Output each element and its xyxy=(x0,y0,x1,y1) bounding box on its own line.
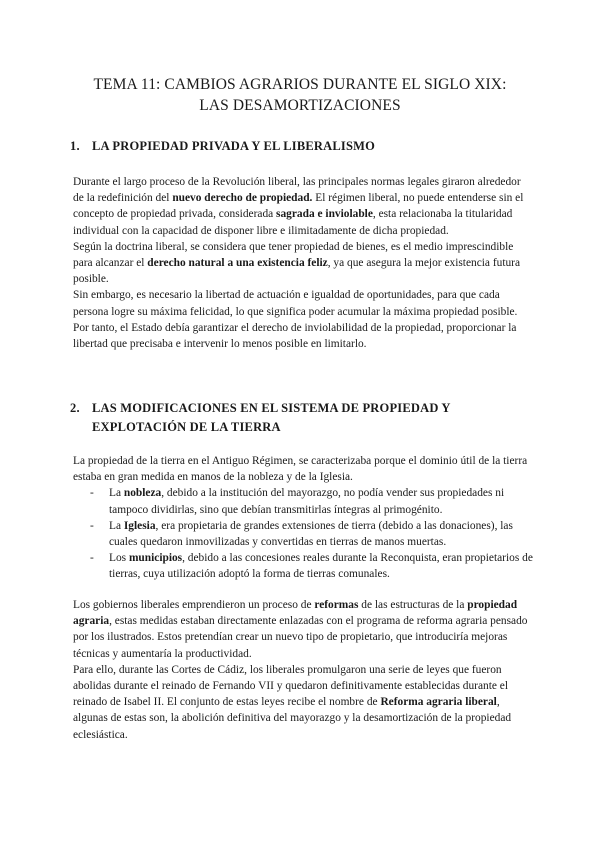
bold-term: reformas xyxy=(314,599,359,611)
section-1-title: LA PROPIEDAD PRIVADA Y EL LIBERALISMO xyxy=(92,139,376,153)
bold-term: Reforma agraria liberal xyxy=(380,696,497,709)
paragraph-antiguo-regimen: La propiedad de la tierra en el Antiguo Régimen, se caracterizaba porque el dominio útil de la tierra estaba en gran medida en manos de la nobleza y de la Iglesia. xyxy=(73,455,528,484)
text-run: de las estructuras de la xyxy=(358,599,468,611)
paragraph-cadiz xyxy=(73,662,533,743)
section-1-heading xyxy=(70,137,522,156)
list-item xyxy=(73,518,533,550)
paragraph-propiedad xyxy=(73,174,533,239)
document-title-line-2: LAS DESAMORTIZACIONES xyxy=(199,97,401,114)
bullet-dash: - xyxy=(90,487,94,500)
text-run: Según la doctrina liberal, se considera que tener propiedad de bienes, es el medio imprescindible para alcanzar el xyxy=(73,240,514,270)
text-run: , debido a la institución del mayorazgo, no podía vender sus propiedades ni tampoco dividirlas, sino que debían transmitirlas íntegras al primogénito. xyxy=(109,487,505,516)
section-2-heading xyxy=(70,399,522,437)
bullet-dash: - xyxy=(90,552,94,565)
paragraph-doctrina xyxy=(73,239,533,288)
text-run: La xyxy=(109,487,124,500)
list-item xyxy=(73,485,533,517)
section-2-title-line-2: EXPLOTACIÓN DE LA TIERRA xyxy=(92,420,281,434)
text-run: , era propietaria de grandes extensiones de tierra (debido a las donaciones), las cuales quedaron inmovilizadas y convertidas en tierras de manos muertas. xyxy=(109,519,513,549)
bold-term: derecho natural a una existencia feliz xyxy=(147,257,328,270)
bold-term: nobleza xyxy=(123,487,162,500)
document-title-line-1: TEMA 11: CAMBIOS AGRARIOS DURANTE EL SIGLO XIX: xyxy=(93,76,507,93)
bold-term: nuevo derecho de propiedad. xyxy=(172,192,313,205)
section-1-number: 1. xyxy=(70,139,80,153)
paragraph-libertad: Sin embargo, es necesario la libertad de actuación e igualdad de oportunidades, para que cada persona logre su máxima felicidad, lo que significa poder acumular la máxima propiedad posible. xyxy=(73,289,518,318)
bold-term: municipios xyxy=(128,552,183,565)
text-run: , esta relacionaba la titularidad individual con la capacidad de disponer libre e ilimitadamente de dicha propiedad. xyxy=(73,208,513,237)
text-run: Los xyxy=(109,552,129,565)
paragraph-estado: Por tanto, el Estado debía garantizar el derecho de inviolabilidad de la propiedad, proporcionar la libertad que precisaba e intervenir lo menos posible en limitarlo. xyxy=(73,321,517,351)
paragraph-reformas xyxy=(73,597,533,662)
bold-term: propiedad agraria xyxy=(73,599,518,628)
text-run: La xyxy=(109,519,124,532)
text-run: El régimen liberal, no puede entenderse sin el concepto de propiedad privada, considerada xyxy=(73,192,524,221)
section-2-body-b xyxy=(73,597,533,743)
text-run: Para ello, durante las Cortes de Cádiz, los liberales promulgaron una serie de leyes que fueron abolidas durante el reinado de Fernando VII y quedaron definitivamente establecidas durante el reinado de Isabel II. El conjunto de estas leyes recibe el nombre de xyxy=(73,663,509,709)
text-run: , debido a las concesiones reales durante la Reconquista, eran propietarios de tierras, cuya utilización adoptó la forma de tierras comunales. xyxy=(109,552,533,581)
text-run: , algunas de estas son, la abolición definitiva del mayorazgo y la desamortización de la propiedad eclesiástica. xyxy=(73,696,512,741)
text-run: , ya que asegura la mejor existencia futura posible. xyxy=(73,257,521,286)
document-title xyxy=(40,74,560,116)
text-run: Durante el largo proceso de la Revolución liberal, las principales normas legales giraron alrededor de la redefinición del xyxy=(73,176,521,205)
bold-term: Iglesia xyxy=(123,519,156,532)
bullet-dash: - xyxy=(90,519,94,532)
section-2-body-a xyxy=(73,453,533,583)
section-2-number: 2. xyxy=(70,401,80,415)
section-2-title-line-1: LAS MODIFICACIONES EN EL SISTEMA DE PROPIEDAD Y xyxy=(92,401,451,415)
bold-term: sagrada e inviolable xyxy=(276,208,373,221)
section-1-body xyxy=(73,174,533,352)
text-run: Los gobiernos liberales emprendieron un proceso de xyxy=(73,599,315,611)
text-run: , estas medidas estaban directamente enlazadas con el programa de reforma agraria pensado por los ilustrados. Estos pretendían crear un nuevo tipo de propietario, que introduciría mejoras técnicas y aumentaría la productividad. xyxy=(73,615,528,660)
list-item xyxy=(73,550,533,582)
bullet-list xyxy=(73,485,533,582)
